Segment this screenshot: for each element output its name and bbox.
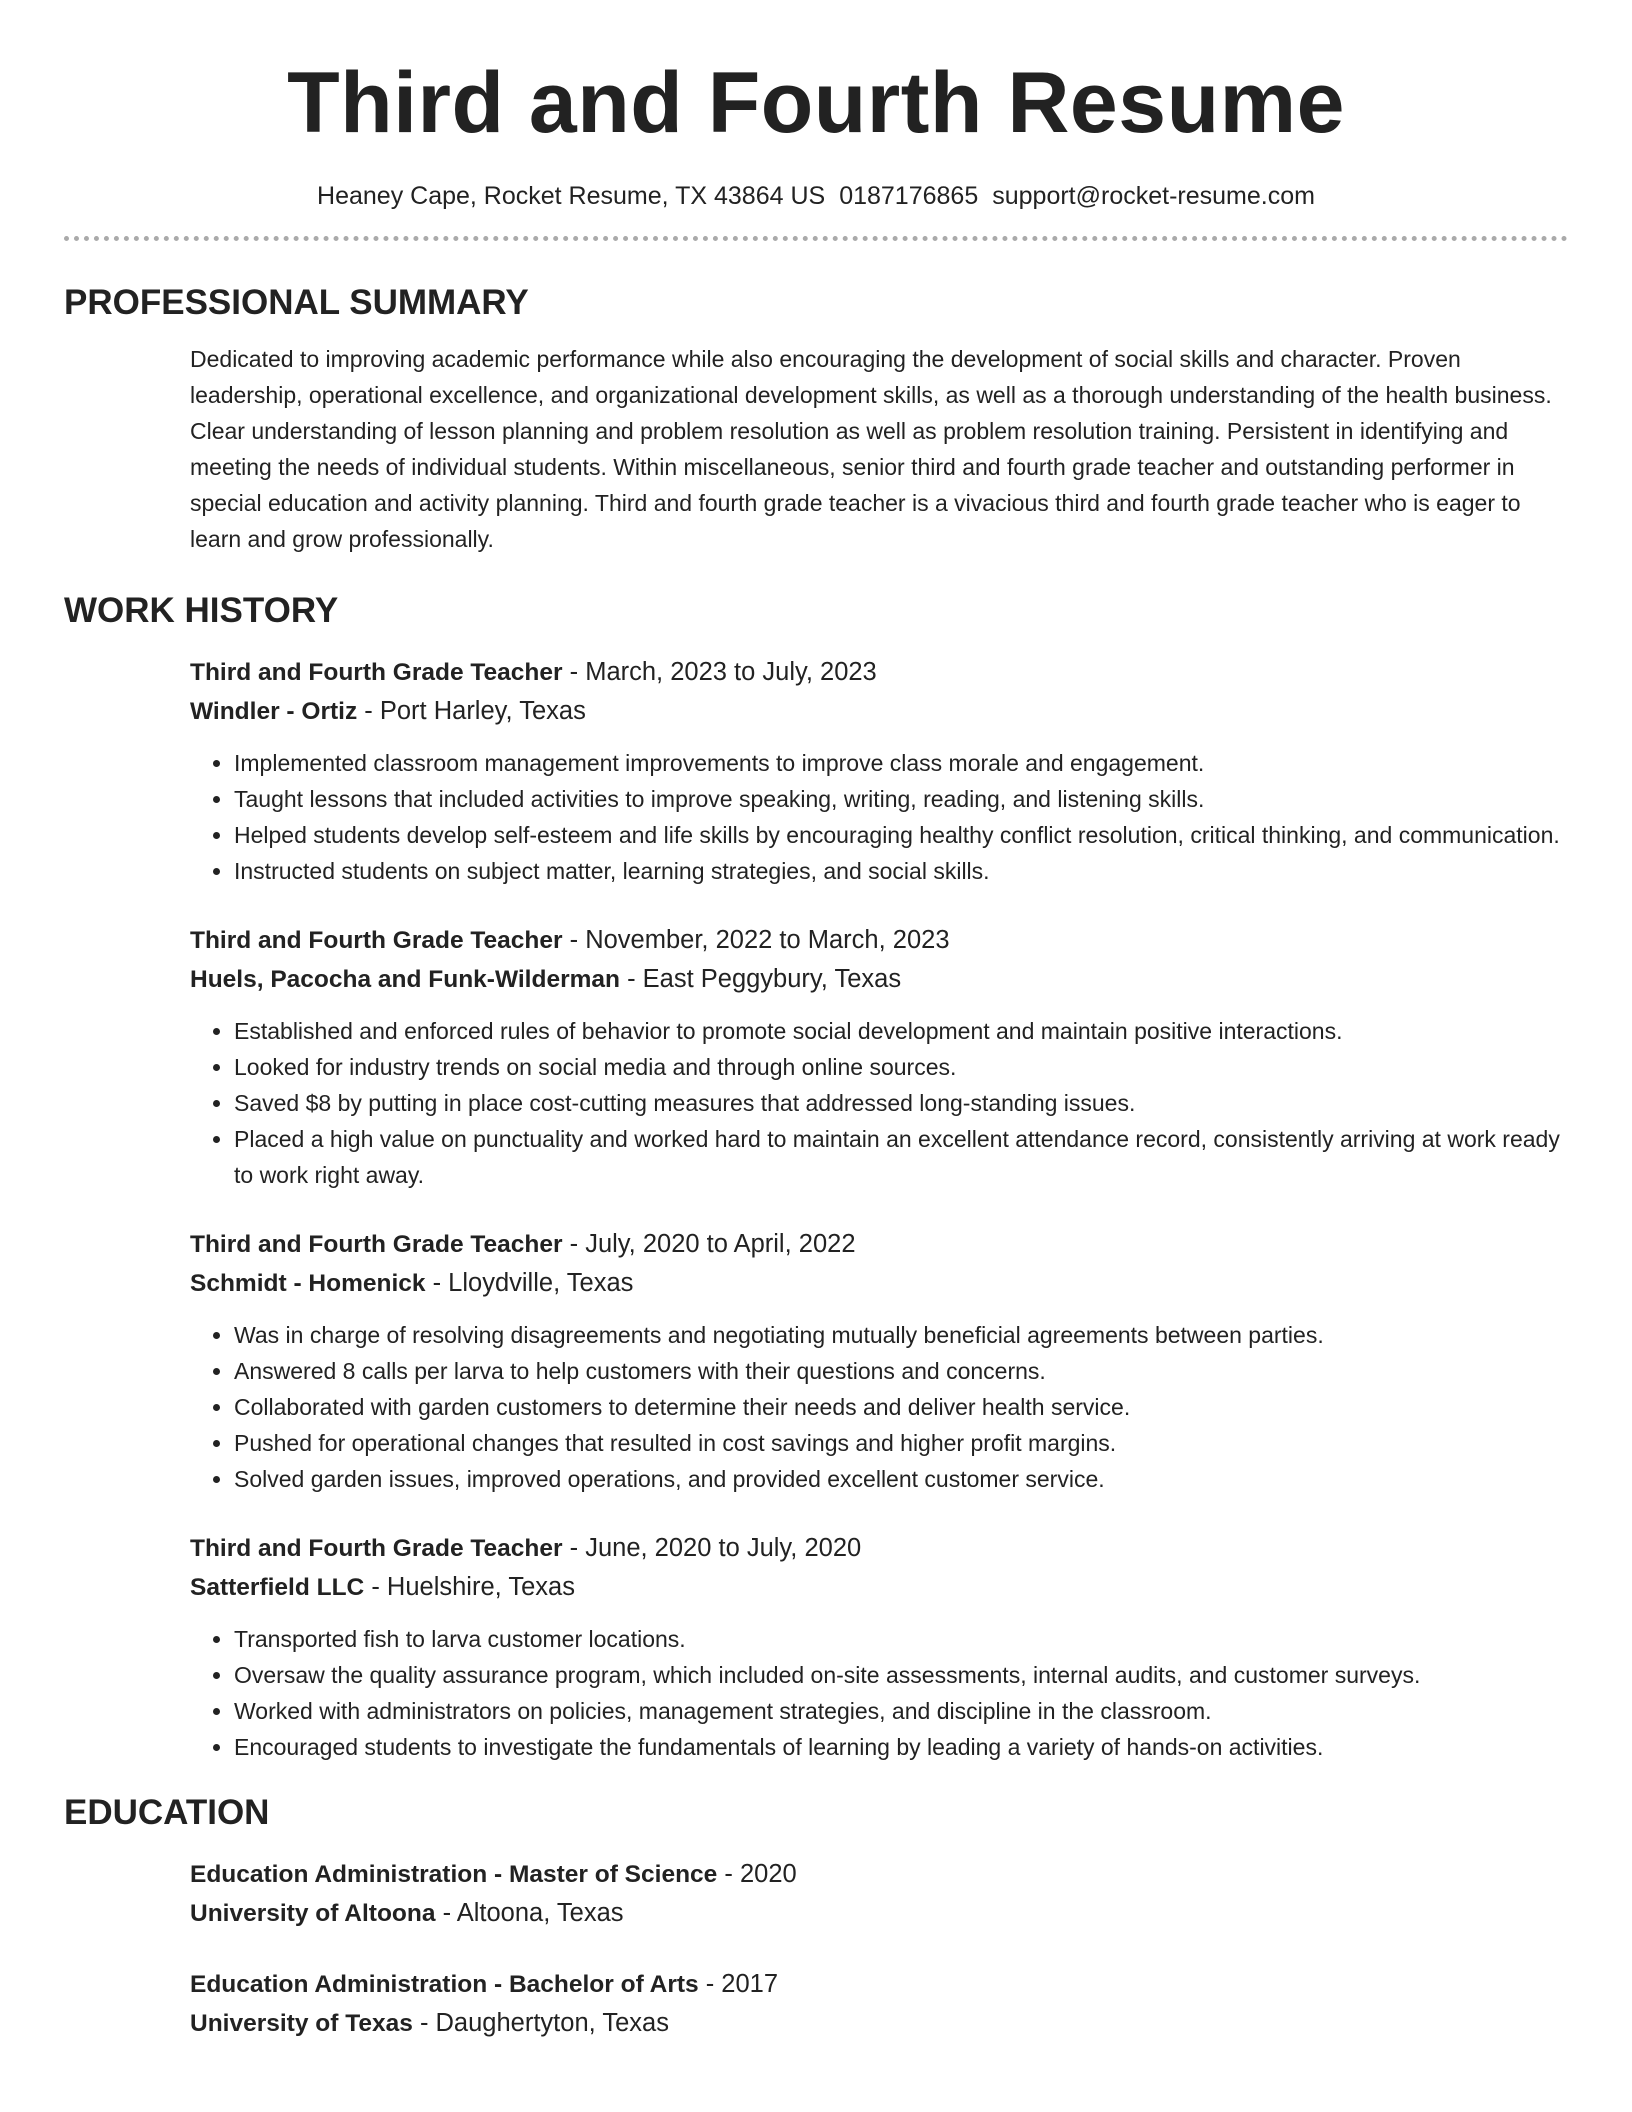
- education-heading: EDUCATION: [64, 1793, 270, 1832]
- job-entry: [190, 921, 1568, 1193]
- job-entry: [190, 653, 1568, 889]
- job-bullet: • Solved garden issues, improved operations, and provided excellent customer service.: [234, 1461, 1568, 1497]
- contact-phone: 0187176865: [839, 182, 979, 210]
- job-bullet: • Was in charge of resolving disagreements and negotiating mutually beneficial agreements between parties.: [234, 1317, 1568, 1353]
- education-degree-line: [190, 1855, 1568, 1894]
- education-school-line: [190, 2004, 1568, 2043]
- job-bullet: • Helped students develop self-esteem and life skills by encouraging healthy conflict resolution, critical thinking, and communication.: [234, 817, 1568, 853]
- education-year: - 2017: [698, 1970, 779, 1998]
- job-company: Satterfield LLC: [190, 1574, 365, 1601]
- job-entry: [190, 1225, 1568, 1497]
- job-bullet: • Saved $8 by putting in place cost-cutting measures that addressed long-standing issues.: [234, 1085, 1568, 1121]
- job-bullet: • Transported fish to larva customer locations.: [234, 1621, 1568, 1657]
- job-bullet: • Implemented classroom management improvements to improve class morale and engagement.: [234, 745, 1568, 781]
- job-company-line: [190, 692, 1568, 731]
- job-bullet: • Encouraged students to investigate the fundamentals of learning by leading a variety of hands-on activities.: [234, 1729, 1568, 1765]
- job-location: - East Peggybury, Texas: [619, 965, 902, 993]
- job-company: Huels, Pacocha and Funk-Wilderman: [190, 966, 620, 993]
- education-year: - 2020: [717, 1860, 797, 1888]
- education-degree: Education Administration - Master of Science: [190, 1861, 718, 1888]
- job-bullet: • Collaborated with garden customers to determine their needs and deliver health service.: [234, 1389, 1568, 1425]
- job-bullet: • Pushed for operational changes that resulted in cost savings and higher profit margins.: [234, 1425, 1568, 1461]
- education-entry: [190, 1855, 1568, 1933]
- job-bullet: • Oversaw the quality assurance program, which included on-site assessments, internal audits, and customer surveys.: [234, 1657, 1568, 1693]
- job-role: Third and Fourth Grade Teacher: [190, 1231, 563, 1258]
- job-company: Schmidt - Homenick: [190, 1270, 426, 1297]
- job-dates: - March, 2023 to July, 2023: [562, 658, 877, 686]
- work-history-body: [190, 653, 1568, 1765]
- job-location: - Lloydville, Texas: [425, 1269, 634, 1297]
- job-role: Third and Fourth Grade Teacher: [190, 1535, 563, 1562]
- job-title-line: [190, 1225, 1568, 1264]
- job-location: - Port Harley, Texas: [357, 697, 586, 725]
- education-degree: Education Administration - Bachelor of Arts: [190, 1971, 699, 1998]
- job-bullet: • Worked with administrators on policies, management strategies, and discipline in the classroom.: [234, 1693, 1568, 1729]
- education-school-line: [190, 1894, 1568, 1933]
- education-entry: [190, 1965, 1568, 2043]
- job-bullet: • Taught lessons that included activities to improve speaking, writing, reading, and listening skills.: [234, 781, 1568, 817]
- education-body: [190, 1855, 1568, 2043]
- work-history-heading: WORK HISTORY: [64, 591, 339, 630]
- job-dates: - July, 2020 to April, 2022: [562, 1230, 856, 1258]
- job-title-line: [190, 653, 1568, 692]
- job-bullets: [190, 1621, 1568, 1765]
- job-bullet: • Instructed students on subject matter, learning strategies, and social skills.: [234, 853, 1568, 889]
- education-school: University of Texas: [190, 2010, 413, 2037]
- job-company-line: [190, 1264, 1568, 1303]
- job-bullets: [190, 1317, 1568, 1497]
- job-bullet: • Looked for industry trends on social media and through online sources.: [234, 1049, 1568, 1085]
- summary-body: [190, 341, 1568, 557]
- job-dates: - June, 2020 to July, 2020: [562, 1534, 862, 1562]
- job-company: Windler - Ortiz: [190, 698, 358, 725]
- summary-text: Dedicated to improving academic performance while also encouraging the development of social skills and character. Proven leadership, operational excellence, and organizational development skills, as well as a thorough understanding of the health business. Clear understanding of lesson planning and problem resolution as well as problem resolution training. Persistent in identifying and meeting the needs of individual students. Within miscellaneous, senior third and fourth grade teacher and outstanding performer in special education and activity planning. Third and fourth grade teacher is a vivacious third and fourth grade teacher who is eager to learn and grow professionally.: [190, 346, 1552, 552]
- contact-line: [64, 182, 1568, 211]
- job-role: Third and Fourth Grade Teacher: [190, 659, 563, 686]
- job-bullets: [190, 745, 1568, 889]
- job-entry: [190, 1529, 1568, 1765]
- resume-page: [64, 0, 1568, 2043]
- job-dates: - November, 2022 to March, 2023: [562, 926, 950, 954]
- education-school: University of Altoona: [190, 1900, 436, 1927]
- job-role: Third and Fourth Grade Teacher: [190, 927, 563, 954]
- education-location: - Altoona, Texas: [435, 1899, 624, 1927]
- job-bullet: • Placed a high value on punctuality and worked hard to maintain an excellent attendance record, consistently arriving at work ready to work right away.: [234, 1121, 1568, 1193]
- job-company-line: [190, 1568, 1568, 1607]
- education-degree-line: [190, 1965, 1568, 2004]
- contact-address: Heaney Cape, Rocket Resume, TX 43864 US: [317, 182, 826, 210]
- resume-name: Third and Fourth Resume: [287, 55, 1345, 151]
- job-company-line: [190, 960, 1568, 999]
- job-bullets: [190, 1013, 1568, 1193]
- header-divider: [64, 236, 1568, 241]
- job-bullet: • Established and enforced rules of behavior to promote social development and maintain positive interactions.: [234, 1013, 1568, 1049]
- job-title-line: [190, 921, 1568, 960]
- job-location: - Huelshire, Texas: [364, 1573, 575, 1601]
- education-location: - Daughertyton, Texas: [412, 2009, 669, 2037]
- job-title-line: [190, 1529, 1568, 1568]
- job-bullet: • Answered 8 calls per larva to help customers with their questions and concerns.: [234, 1353, 1568, 1389]
- summary-heading: PROFESSIONAL SUMMARY: [64, 283, 529, 322]
- contact-email: support@rocket-resume.com: [992, 182, 1315, 210]
